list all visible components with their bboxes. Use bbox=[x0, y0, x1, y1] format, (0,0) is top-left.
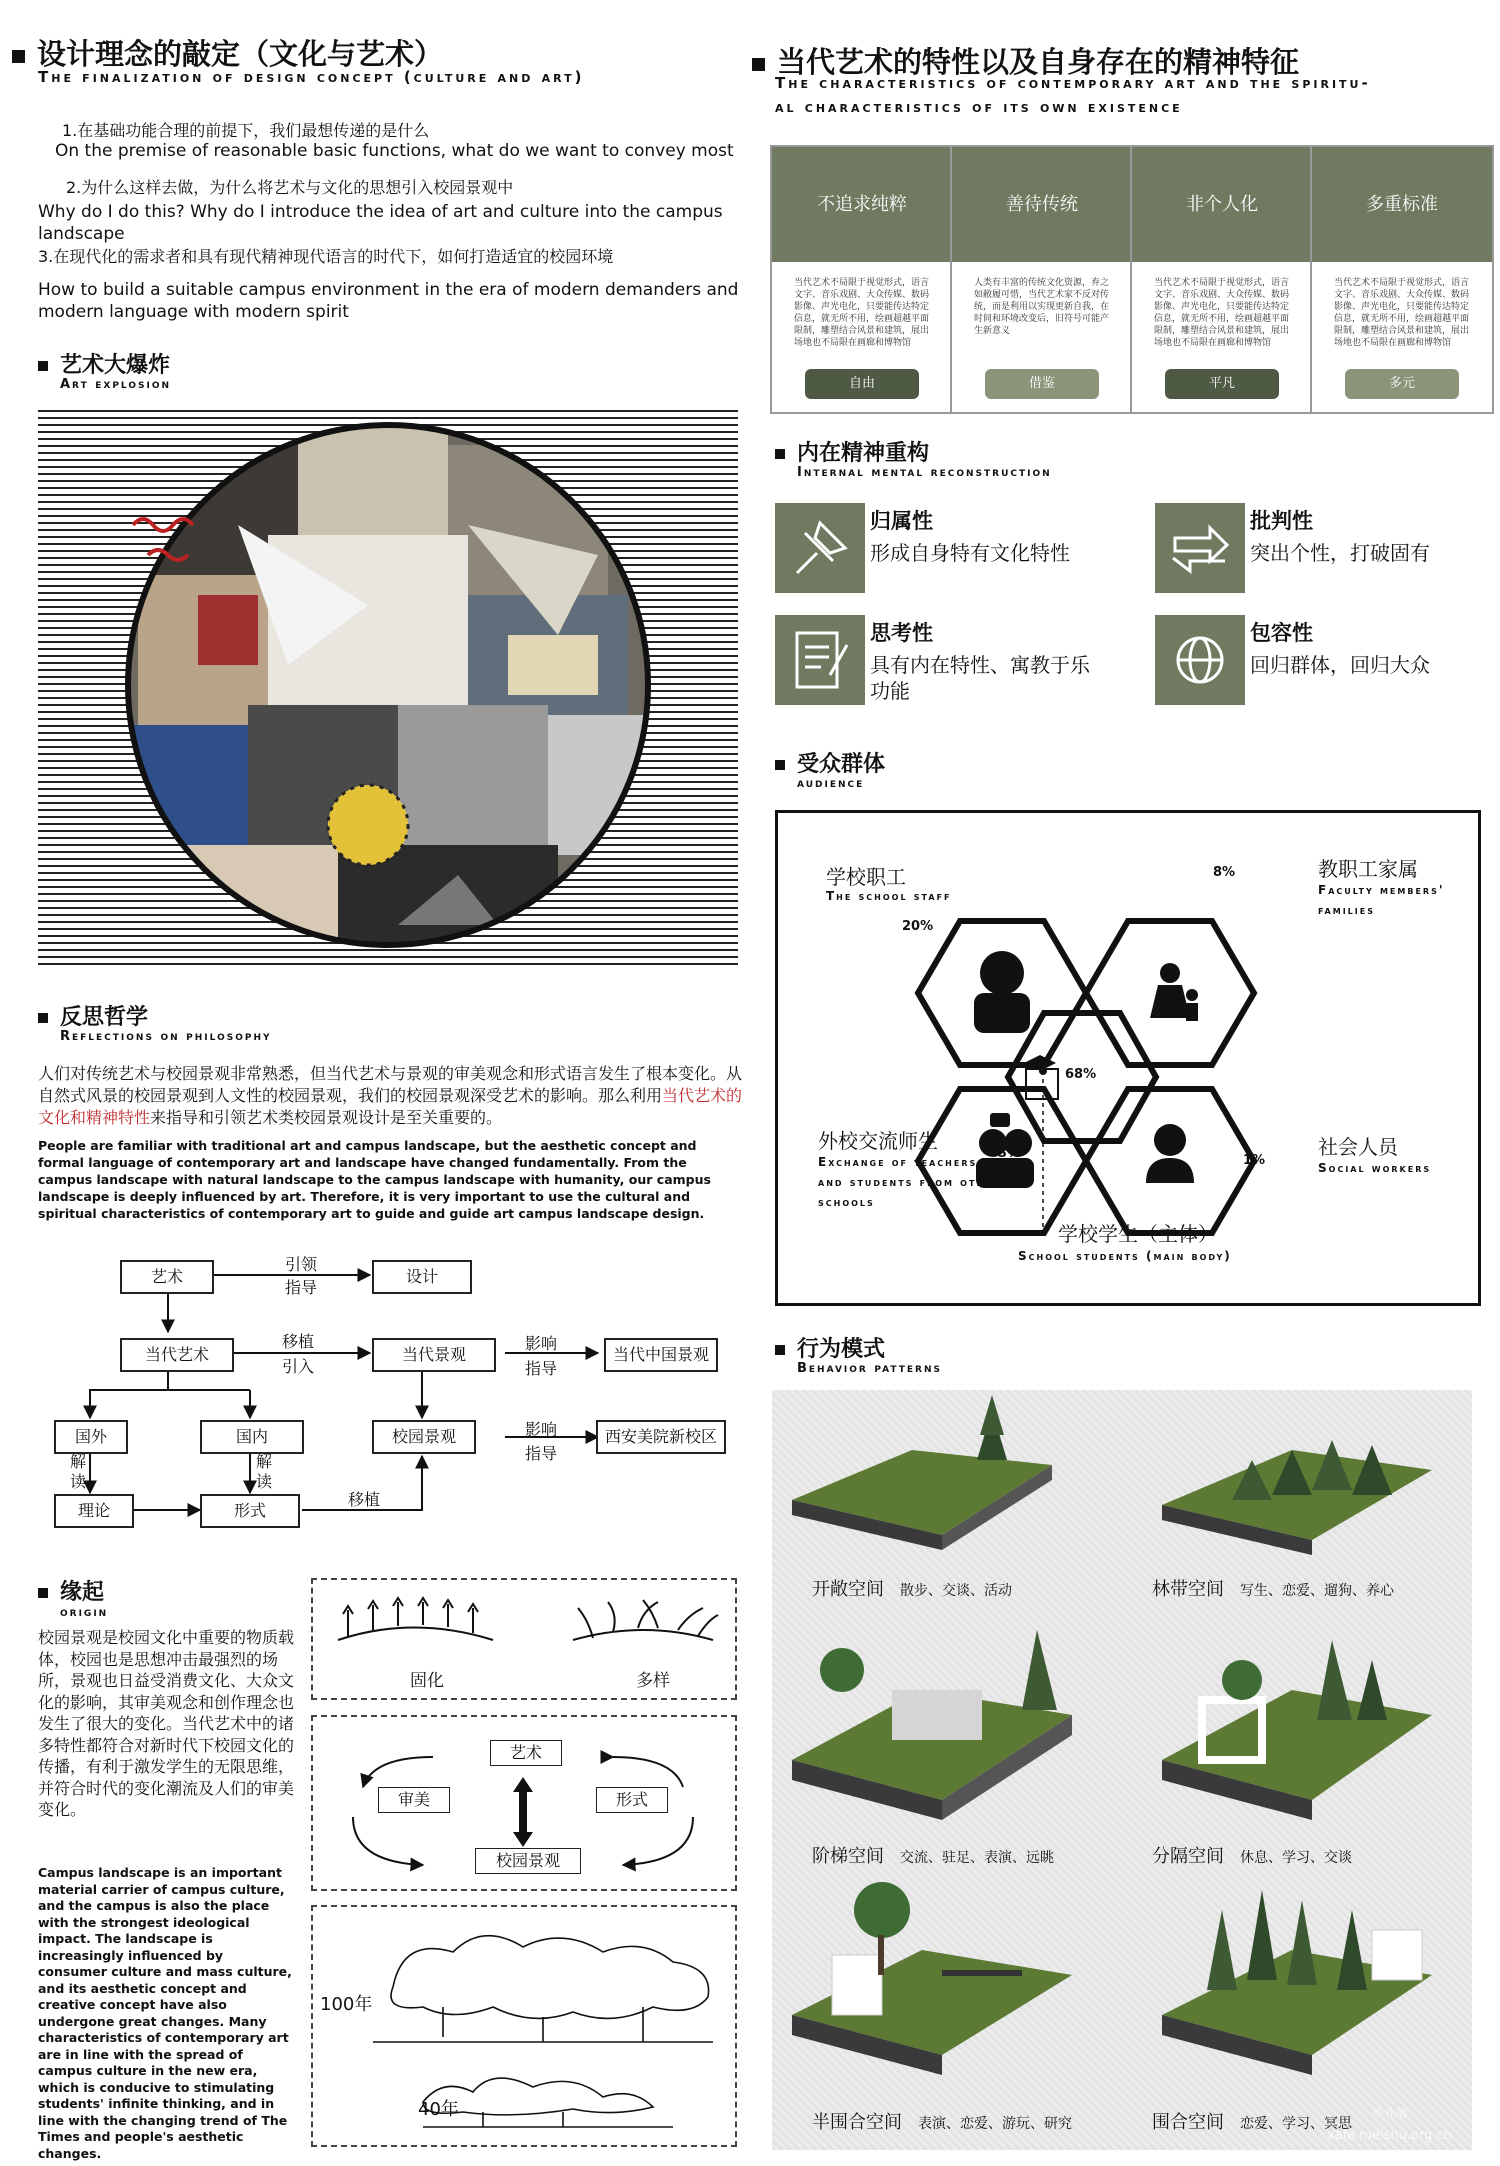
explosion-title: 艺术大爆炸 bbox=[38, 348, 170, 379]
flow-contemporary-landscape: 当代景观 bbox=[372, 1338, 496, 1372]
card-text: 当代艺术不局限于视觉形式，语言文字、音乐戏剧、大众传媒、数码影像、声光电化，只要能传达特定信息，就无所不用，绘画超越平面限制，雕塑结合风景和建筑，展出场地也不局限在画廊和博物馆 bbox=[1154, 278, 1290, 348]
explosion-title-en: Art explosion bbox=[60, 377, 172, 392]
family-pct: 8% bbox=[1213, 865, 1236, 880]
flow-foreign: 国外 bbox=[54, 1420, 128, 1454]
trait-text: 突出个性，打破固有 bbox=[1250, 541, 1430, 565]
cycle-campus: 校园景观 bbox=[475, 1848, 581, 1874]
space-name: 围合空间 bbox=[1152, 2112, 1224, 2133]
card-title: 多重标准 bbox=[1312, 147, 1492, 262]
philosophy-text bbox=[38, 1063, 743, 1129]
left-title-en: The finalization of design concept (culture and art) bbox=[38, 68, 585, 86]
left-title: 设计理念的敲定（文化与艺术） bbox=[12, 32, 443, 73]
origin-title-en: origin bbox=[60, 1605, 109, 1620]
flow-art: 艺术 bbox=[120, 1260, 214, 1294]
students-pct: 68% bbox=[1065, 1067, 1097, 1082]
flow-campus-landscape: 校园景观 bbox=[372, 1420, 476, 1454]
card-text: 当代艺术不局限于视觉形式，语言文字、音乐戏剧、大众传媒、数码影像、声光电化，只要能传达特定信息，就无所不用，绘画超越平面限制，雕塑结合风景和建筑，展出场地也不局限在画廊和博物馆 bbox=[794, 278, 930, 348]
flow-guide-3: 指导 bbox=[525, 1359, 558, 1378]
trait-text: 具有内在特性、寓教于乐功能 bbox=[870, 653, 1090, 703]
flow-interpret-2: 解读 bbox=[256, 1452, 273, 1491]
solid-diverse-sketch bbox=[313, 1580, 735, 1698]
art-explosion-collage bbox=[38, 405, 738, 965]
social-en: Social workers bbox=[1318, 1161, 1432, 1175]
trait-title: 归属性 bbox=[870, 509, 933, 533]
solid-diverse-box bbox=[311, 1578, 737, 1700]
card-text: 人类有丰富的传统文化资源，弃之如敝履可惜，当代艺术家不反对传统，而是利用以实现更新自我，在时间和环境改变后，旧符号可能产生新意义 bbox=[974, 278, 1110, 336]
card-tag: 借鉴 bbox=[985, 369, 1099, 399]
behavior-illustrations bbox=[772, 1390, 1472, 2150]
globe-icon bbox=[1155, 615, 1245, 705]
note-icon bbox=[775, 615, 865, 705]
space-name: 开敞空间 bbox=[812, 1579, 884, 1600]
behavior-panel bbox=[772, 1390, 1472, 2150]
space-desc: 恋爱、学习、冥思 bbox=[1240, 2116, 1352, 2132]
characteristic-card bbox=[1310, 145, 1494, 414]
philosophy-title-en: Reflections on philosophy bbox=[60, 1029, 272, 1044]
flow-interpret-1: 解读 bbox=[70, 1452, 87, 1491]
question-3-cn: 3.在现代化的需求者和具有现代精神现代语言的时代下，如何打造适宜的校园环境 bbox=[38, 247, 614, 266]
exchange-pct: 3% bbox=[998, 1146, 1021, 1161]
space-label bbox=[812, 1842, 1054, 1868]
philosophy-title: 反思哲学 bbox=[38, 1000, 148, 1031]
audience-title-en: audience bbox=[797, 776, 865, 791]
social-pct: 1% bbox=[1243, 1153, 1266, 1168]
space-desc: 休息、学习、交谈 bbox=[1240, 1850, 1352, 1866]
flow-guide-1: 引领 bbox=[285, 1255, 318, 1274]
right-title-en-2: al characteristics of its own existence bbox=[775, 98, 1183, 116]
question-3-en: How to build a suitable campus environment in the era of modern demanders and modern language with modern spirit bbox=[38, 280, 739, 322]
card-title: 非个人化 bbox=[1132, 147, 1312, 262]
students-cn: 学校学生（主体） bbox=[1058, 1222, 1218, 1246]
flow-influence-2: 影响 bbox=[525, 1420, 558, 1439]
solid-label: 固化 bbox=[410, 1671, 444, 1691]
space-label bbox=[1152, 2108, 1352, 2134]
flow-theory: 理论 bbox=[54, 1494, 134, 1528]
space-desc: 表演、恋爱、游玩、研究 bbox=[918, 2116, 1072, 2132]
flow-contemporary-art: 当代艺术 bbox=[120, 1338, 234, 1372]
flow-china-landscape: 当代中国景观 bbox=[604, 1338, 718, 1372]
card-tag: 平凡 bbox=[1165, 369, 1279, 399]
space-label bbox=[1152, 1842, 1352, 1868]
space-name: 林带空间 bbox=[1152, 1579, 1224, 1600]
trait-title: 批判性 bbox=[1250, 509, 1313, 533]
year-40-label: 40年 bbox=[418, 2099, 459, 2120]
behavior-title: 行为模式 bbox=[775, 1332, 885, 1363]
question-1-cn: 1.在基础功能合理的前提下，我们最想传递的是什么 bbox=[62, 121, 430, 140]
diverse-label: 多样 bbox=[636, 1671, 670, 1691]
space-label bbox=[1152, 1575, 1394, 1601]
exchange-en-3: schools bbox=[818, 1195, 875, 1209]
swap-arrows-icon bbox=[1155, 503, 1245, 593]
tree-sketch bbox=[313, 1907, 735, 2145]
question-1-en: On the premise of reasonable basic functions, what do we want to convey most bbox=[55, 141, 734, 161]
exchange-cn: 外校交流师生 bbox=[818, 1129, 938, 1153]
watermark-cn: 毕业展 bbox=[1372, 2106, 1409, 2120]
family-en-2: families bbox=[1318, 903, 1375, 917]
social-cn: 社会人员 bbox=[1318, 1135, 1398, 1159]
flow-influence-1: 影响 bbox=[525, 1334, 558, 1353]
card-tag: 多元 bbox=[1345, 369, 1459, 399]
origin-text-en: Campus landscape is an important material carrier of campus culture, and the campus is also the place with the strongest ideological impact. The landscape is increasingly influenced by consumer culture and mass culture, and its aesthetic concept and creative concept have also undergone great changes. Many characteristics of contemporary art are in line with the spread of campus culture in the new era, which is conducive to stimulating students' infinite thinking, and in line with the changing trend of The Times and people's aesthetic changes. bbox=[38, 1865, 292, 2161]
space-label bbox=[812, 2108, 1072, 2134]
right-title-en-1: The characteristics of contemporary art and the spiritu- bbox=[775, 74, 1371, 92]
trait-text: 回归群体，回归大众 bbox=[1250, 653, 1430, 677]
staff-cn: 学校职工 bbox=[826, 865, 906, 889]
watermark: xafa.meishu.org.cn bbox=[1327, 2128, 1452, 2143]
flow-transplant-2: 移植 bbox=[348, 1490, 381, 1509]
inner-title: 内在精神重构 bbox=[775, 436, 929, 467]
exchange-en-2: and students from other bbox=[818, 1175, 1001, 1189]
flow-transplant: 移植 bbox=[282, 1332, 315, 1351]
flow-guide-4: 指导 bbox=[525, 1444, 558, 1463]
origin-title: 缘起 bbox=[38, 1575, 104, 1606]
flow-design: 设计 bbox=[372, 1260, 472, 1294]
characteristic-card bbox=[950, 145, 1134, 414]
audience-panel bbox=[775, 810, 1481, 1306]
flow-form: 形式 bbox=[200, 1494, 300, 1528]
space-name: 阶梯空间 bbox=[812, 1846, 884, 1867]
philosophy-text-en: People are familiar with traditional art and campus landscape, but the aesthetic concept and formal language of contemporary art and landscape have changed fundamentally. From the campus landscape with natural landscape to the campus landscape with humanity, our campus landscape is deeply influenced by art. Therefore, it is very important to use the cultural and spiritual characteristics of contemporary art to guide and guide art campus landscape design. bbox=[38, 1138, 711, 1221]
flow-xian-campus: 西安美院新校区 bbox=[596, 1420, 726, 1454]
cycle-art: 艺术 bbox=[490, 1740, 562, 1766]
trait-title: 思考性 bbox=[870, 621, 933, 645]
card-text: 当代艺术不局限于视觉形式，语言文字、音乐戏剧、大众传媒、数码影像、声光电化，只要能传达特定信息，就无所不用，绘画超越平面限制，雕塑结合风景和建筑，展出场地也不局限在画廊和博物馆 bbox=[1334, 278, 1470, 348]
exchange-en-1: Exchange of teachers bbox=[818, 1155, 978, 1169]
question-2-cn: 2.为什么这样去做，为什么将艺术与文化的思想引入校园景观中 bbox=[66, 178, 514, 197]
space-name: 分隔空间 bbox=[1152, 1846, 1224, 1867]
space-desc: 交流、驻足、表演、远眺 bbox=[900, 1850, 1054, 1866]
inner-title-en: Internal mental reconstruction bbox=[797, 465, 1052, 480]
flow-guide-2: 指导 bbox=[285, 1278, 318, 1297]
flow-introduce: 引入 bbox=[282, 1357, 315, 1376]
students-en: School students (main body) bbox=[1018, 1249, 1232, 1263]
behavior-title-en: Behavior patterns bbox=[797, 1361, 942, 1376]
year-100-label: 100年 bbox=[320, 1994, 373, 2015]
staff-en: The school staff bbox=[826, 889, 952, 903]
family-en-1: Faculty members' bbox=[1318, 883, 1445, 897]
space-name: 半围合空间 bbox=[812, 2112, 902, 2133]
card-tag: 自由 bbox=[805, 369, 919, 399]
trait-text: 形成自身特有文化特性 bbox=[870, 541, 1070, 565]
flow-domestic: 国内 bbox=[200, 1420, 304, 1454]
cycle-form: 形式 bbox=[596, 1787, 668, 1813]
family-cn: 教职工家属 bbox=[1318, 857, 1418, 881]
question-2-en: Why do I do this? Why do I introduce the idea of art and culture into the campus landscape bbox=[38, 202, 723, 244]
card-title: 善待传统 bbox=[952, 147, 1132, 262]
characteristic-card bbox=[770, 145, 954, 414]
right-title: 当代艺术的特性以及自身存在的精神特征 bbox=[752, 40, 1299, 81]
card-title: 不追求纯粹 bbox=[772, 147, 952, 262]
philosophy-text-a: 人们对传统艺术与校园景观非常熟悉，但当代艺术与景观的审美观念和形式语言发生了根本变化。从自然式风景的校园景观到人文性的校园景观，我们的校园景观深受艺术的影响。那么利用 bbox=[38, 1064, 743, 1105]
pin-icon bbox=[775, 503, 865, 593]
space-label bbox=[812, 1575, 1012, 1601]
cycle-aesthetic: 审美 bbox=[378, 1787, 450, 1813]
philosophy-text-highlight: 当代艺术的文化和精神特性 bbox=[38, 1086, 743, 1127]
space-desc: 写生、恋爱、遛狗、养心 bbox=[1240, 1583, 1394, 1599]
trait-title: 包容性 bbox=[1250, 621, 1313, 645]
collage-circle bbox=[38, 405, 738, 965]
staff-pct: 20% bbox=[902, 919, 934, 934]
audience-title: 受众群体 bbox=[775, 747, 885, 778]
growth-box bbox=[311, 1905, 737, 2147]
origin-text: 校园景观是校园文化中重要的物质载体，校园也是思想冲击最强烈的场所，景观也日益受消费文化、大众文化的影响，其审美观念和创作理念也发生了很大的变化。当代艺术中的诸多特性都符合对新时代下校园文化的传播，有利于激发学生的无限思维，并符合时代的变化潮流及人们的审美变化。 bbox=[38, 1628, 295, 1819]
space-desc: 散步、交谈、活动 bbox=[900, 1583, 1012, 1599]
philosophy-text-b: 来指导和引领艺术类校园景观设计是至关重要的。 bbox=[150, 1108, 503, 1127]
characteristic-card bbox=[1130, 145, 1314, 414]
